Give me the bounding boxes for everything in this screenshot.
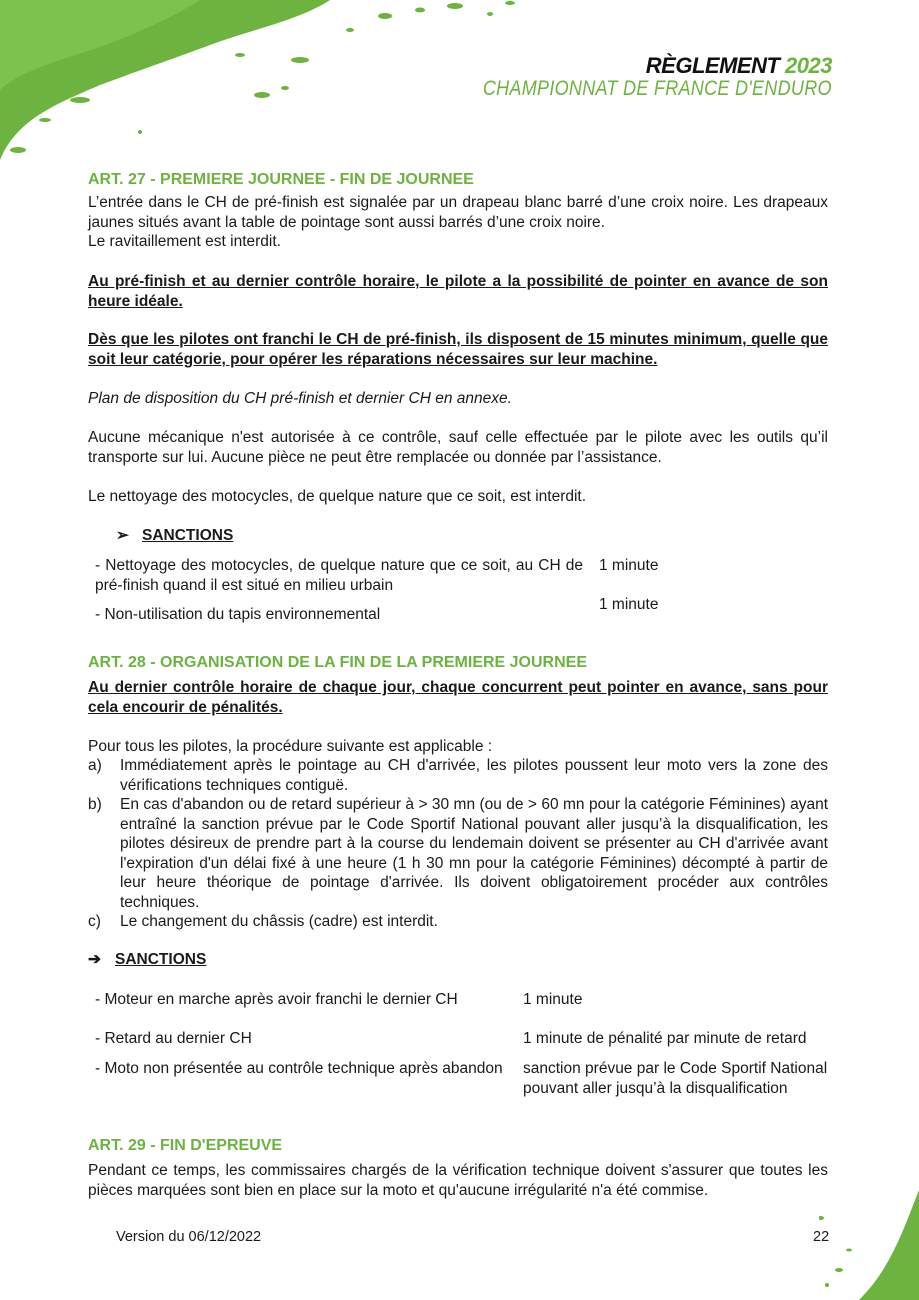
- art28-sanction-row-3-label: - Moto non présentée au contrôle technique après abandon: [95, 1060, 503, 1077]
- art28-title: ART. 28 - ORGANISATION DE LA FIN DE LA PREMIERE JOURNEE: [88, 654, 588, 671]
- art27-paragraph-3: Le nettoyage des motocycles, de quelque nature que ce soit, est interdit.: [88, 488, 587, 505]
- page-number: 22: [813, 1229, 830, 1245]
- bullet-arrow-icon: ➢: [116, 527, 129, 544]
- art27-title: ART. 27 - PREMIERE JOURNEE - FIN DE JOURNEE: [88, 171, 474, 188]
- art27-paragraph-1: [88, 193, 828, 252]
- art29-paragraph-1: Pendant ce temps, les commissaires chargés de la vérification technique doivent s'assurer que toutes les pièces marquées sont bien en place sur la moto et qu'aucune irrégularité n'a été commise.: [88, 1162, 828, 1199]
- list-marker: c): [88, 913, 101, 930]
- art28-sanction-row-2-penalty: 1 minute de pénalité par minute de retard: [523, 1030, 807, 1047]
- art28-sanction-row-3-penalty: sanction prévue par le Code Sportif National pouvant aller jusqu’à la disqualification: [523, 1060, 828, 1097]
- art27-paragraph-2: Aucune mécanique n'est autorisée à ce contrôle, sauf celle effectuée par le pilote avec les outils qu’il transporte sur lui. Aucune pièce ne peut être remplacée ou donnée par l’assistance.: [88, 429, 828, 466]
- logo-word: RÈGLEMENT: [645, 53, 780, 78]
- footer-version: Version du 06/12/2022: [116, 1229, 262, 1245]
- art28-sanction-row-2-label: - Retard au dernier CH: [95, 1030, 252, 1047]
- list-item: [88, 756, 828, 795]
- logo-subtitle: CHAMPIONNAT DE FRANCE D'ENDURO: [483, 77, 832, 100]
- art29-title: ART. 29 - FIN D'EPREUVE: [88, 1137, 283, 1154]
- art28-list: [88, 756, 828, 932]
- arrow-right-icon: ➔: [88, 951, 101, 968]
- art28-intro: Pour tous les pilotes, la procédure suivante est applicable :: [88, 738, 493, 755]
- art27-bold-1: Au pré-finish et au dernier contrôle horaire, le pilote a la possibilité de pointer en avance de son heure idéale.: [88, 273, 828, 310]
- list-item: [88, 912, 828, 932]
- art28-sanctions-heading: [88, 950, 206, 970]
- decorative-splash-top: [0, 0, 560, 170]
- list-text: Immédiatement après le pointage au CH d'arrivée, les pilotes poussent leur moto vers la zone des vérifications techniques contiguë.: [120, 757, 828, 794]
- art27-sanction-row-2-label: - Non-utilisation du tapis environnemental: [95, 606, 381, 623]
- art27-sanction-row-2-penalty: 1 minute: [599, 596, 659, 613]
- art27-sanction-row-1-penalty: 1 minute: [599, 557, 659, 574]
- list-text: En cas d'abandon ou de retard supérieur à > 30 mn (ou de > 60 mn pour la catégorie Féminines) ayant entraîné la sanction prévue par le Code Sportif National pouvant aller jusqu’à la disqualification, les pilotes désireux de prendre part à la course du lendemain doivent se présenter au CH d'arrivée avant l'expiration d'un délai fixé à une heure (1 h 30 mn pour la catégorie Féminines) décompté à partir de leur heure théorique de pointage d'arrivée. Ils doivent obligatoirement procéder aux contrôles techniques.: [120, 796, 828, 911]
- art27-sanction-row-1-label: - Nettoyage des motocycles, de quelque nature que ce soit, au CH de pré-finish quand il est situé en milieu urbain: [95, 557, 583, 594]
- sanctions-label: SANCTIONS: [142, 527, 234, 544]
- art28-sanction-row-1-label: - Moteur en marche après avoir franchi le dernier CH: [95, 991, 458, 1008]
- sanctions-label: SANCTIONS: [115, 951, 207, 968]
- art27-p1-text: L’entrée dans le CH de pré-finish est signalée par un drapeau blanc barré d’une croix noire. Les drapeaux jaunes situés avant la table de pointage sont aussi barrés d’une croix noire.: [88, 194, 828, 231]
- list-marker: a): [88, 757, 102, 774]
- art27-p1b-text: Le ravitaillement est interdit.: [88, 233, 281, 250]
- list-text: Le changement du châssis (cadre) est interdit.: [120, 913, 438, 930]
- art27-italic-note: Plan de disposition du CH pré-finish et dernier CH en annexe.: [88, 390, 512, 407]
- art27-sanctions-heading: [116, 526, 233, 546]
- art27-bold-2: Dès que les pilotes ont franchi le CH de pré-finish, ils disposent de 15 minutes minimum, quelle que soit leur catégorie, pour opérer les réparations nécessaires sur leur machine.: [88, 331, 828, 368]
- art28-sanction-row-1-penalty: 1 minute: [523, 991, 583, 1008]
- logo-title: [646, 53, 832, 79]
- list-item: [88, 795, 828, 912]
- logo-year: 2023: [785, 53, 832, 78]
- decorative-splash-bottom: [819, 1190, 919, 1300]
- list-marker: b): [88, 796, 102, 813]
- art28-bold-1: Au dernier contrôle horaire de chaque jour, chaque concurrent peut pointer en avance, sans pour cela encourir de pénalités.: [88, 679, 828, 716]
